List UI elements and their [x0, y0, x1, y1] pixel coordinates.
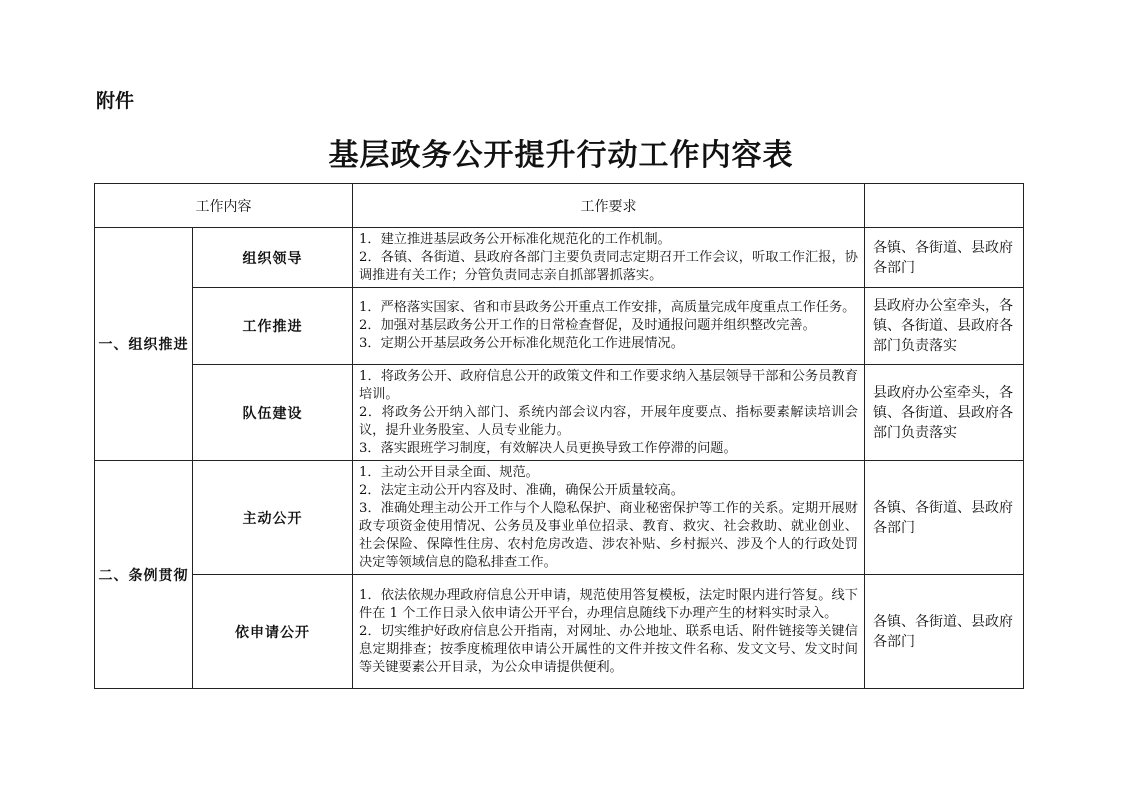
requirement-item: 1．将政务公开、政府信息公开的政策文件和工作要求纳入基层领导干部和公务员教育培训。: [359, 368, 858, 402]
requirement-item: 2．加强对基层政务公开工作的日常检查督促，及时通报问题并组织整改完善。: [359, 318, 816, 333]
work-content-table: [94, 183, 1024, 689]
responsible-cell: 县政府办公室牵头，各镇、各街道、县政府各部门负责落实: [865, 365, 1024, 461]
header-responsible: [865, 184, 1024, 228]
requirement-item: 2．法定主动公开内容及时、准确，确保公开质量较高。: [359, 482, 684, 498]
requirement-item: 1．依法依规办理政府信息公开申请，规范使用答复模板，法定时限内进行答复。线下件在 1 个工作日录入依申请公开平台，办理信息随线下办理产生的材料实时录入。: [359, 587, 858, 621]
table-row: [95, 575, 1024, 689]
requirement-item: 1．建立推进基层政务公开标准化规范化的工作机制。: [359, 231, 671, 247]
requirements-cell: [353, 365, 865, 461]
subcategory-cell: 主动公开: [193, 461, 353, 575]
table-row: [95, 365, 1024, 461]
requirement-item: 2．切实维护好政府信息公开指南，对网址、办公地址、联系电话、附件链接等关键信息定期排查；按季度梳理依申请公开属性的文件并按文件名称、发文文号、发文时间等关键要素公开目录，为公众申请提供便利。: [359, 623, 858, 675]
requirements-cell: [353, 228, 865, 288]
header-content: 工作内容: [95, 184, 353, 228]
subcategory-cell: 组织领导: [193, 228, 353, 288]
requirement-item: 1．主动公开目录全面、规范。: [359, 464, 539, 480]
subcategory-cell: 工作推进: [193, 288, 353, 365]
requirement-item: 3．准确处理主动公开工作与个人隐私保护、商业秘密保护等工作的关系。定期开展财政专项资金使用情况、公务员及事业单位招录、教育、救灾、社会救助、就业创业、社会保险、保障性住房、农村危房改造、涉农补贴、乡村振兴、涉及个人的行政处罚决定等领域信息的隐私排查工作。: [359, 500, 858, 570]
requirements-cell: [353, 461, 865, 575]
header-requirements: 工作要求: [353, 184, 865, 228]
subcategory-cell: 依申请公开: [193, 575, 353, 689]
responsible-cell: 各镇、各街道、县政府各部门: [865, 461, 1024, 575]
requirements-cell: [353, 288, 865, 365]
requirement-item: 3．落实跟班学习制度，有效解决人员更换导致工作停滞的问题。: [359, 440, 737, 456]
responsible-cell: 各镇、各街道、县政府各部门: [865, 575, 1024, 689]
responsible-cell: 各镇、各街道、县政府各部门: [865, 228, 1024, 288]
requirement-item: 2．各镇、各街道、县政府各部门主要负责同志定期召开工作会议，听取工作汇报，协调推进有关工作；分管负责同志亲自抓部署抓落实。: [359, 249, 858, 283]
category-cell: 二、条例贯彻: [95, 461, 193, 689]
responsible-cell: 县政府办公室牵头，各镇、各街道、县政府各部门负责落实: [865, 288, 1024, 365]
table-row: [95, 228, 1024, 288]
requirement-item: 3．定期公开基层政务公开标准化规范化工作进展情况。: [359, 336, 684, 351]
requirements-cell: [353, 575, 865, 689]
requirement-item: 1．严格落实国家、省和市县政务公开重点工作安排，高质量完成年度重点工作任务。: [359, 300, 856, 315]
page-title: 基层政务公开提升行动工作内容表: [328, 138, 794, 173]
category-cell: 一、组织推进: [95, 228, 193, 461]
table-row: [95, 461, 1024, 575]
subcategory-cell: 队伍建设: [193, 365, 353, 461]
table-header-row: [95, 184, 1024, 228]
table-row: [95, 288, 1024, 365]
annex-label: 附件: [96, 90, 135, 112]
requirement-item: 2．将政务公开纳入部门、系统内部会议内容，开展年度要点、指标要素解读培训会议，提升业务股室、人员专业能力。: [359, 404, 858, 438]
